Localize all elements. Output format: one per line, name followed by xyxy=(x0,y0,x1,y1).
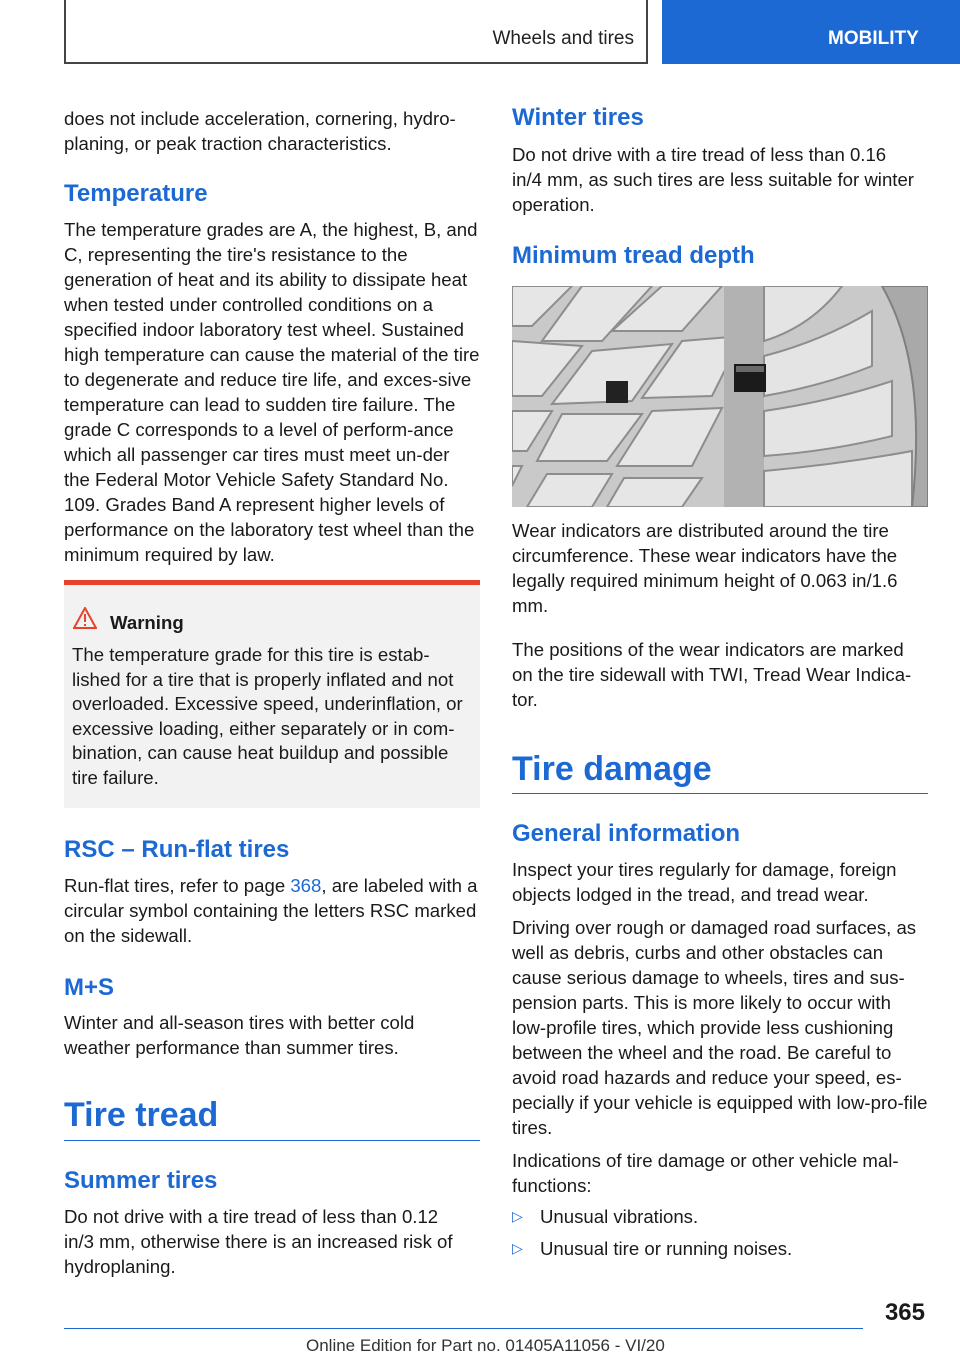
warning-text: The temperature grade for this tire is estab-lished for a tire that is properly inflated and not overloaded. Excessive speed, underinflation, or excessive loading, either separately or in com-bination, can cause heat buildup and possible tire failure. xyxy=(72,644,463,788)
intro-paragraph: does not include acceleration, cornering, hydro-planing, or peak traction characteristics. xyxy=(64,108,456,154)
page-number: 365 xyxy=(884,1299,925,1326)
rsc-heading: RSC – Run-flat tires xyxy=(64,836,290,863)
ms-heading: M+S xyxy=(64,974,115,1001)
bullet-text: Unusual tire or running noises. xyxy=(540,1238,793,1259)
temperature-paragraph: The temperature grades are A, the highest, B, and C, representing the tire's resistance to the generation of heat and its ability to dissipate heat when tested under controlled conditions on a specified indoor laboratory test wheel. Sustained high temperature can cause the material of the tire to degenerate and reduce tire life, and exces-sive temperature can lead to sudden tire failure. The grade C corresponds to a level of perform-ance which all passenger car tires must meet un-der the Federal Motor Vehicle Safety Standard No. 109. Grades Band A represent higher levels of performance on the laboratory test wheel than the minimum required by law. xyxy=(64,219,480,565)
summer-tires-heading: Summer tires xyxy=(64,1167,218,1194)
driving-paragraph: Driving over rough or damaged road surfaces, as well as debris, curbs and other obstacles can cause serious damage to wheels, tires and sus-pension parts. This is more likely to occur with low-profile tires, which provide less cushioning between the wheel and the road. Be careful to avoid road hazards and reduce your speed, es-pecially if your vehicle is equipped with low-pro-file tires. xyxy=(512,917,928,1138)
bullet-text: Unusual vibrations. xyxy=(540,1206,699,1227)
edition-footer: Online Edition for Part no. 01405A11056 - VI/20 xyxy=(306,1336,665,1355)
warning-title: Warning xyxy=(110,612,184,633)
bullet-triangle-icon: ▷ xyxy=(512,1208,523,1224)
summer-tires-paragraph: Do not drive with a tire tread of less than 0.12 in/3 mm, otherwise there is an increased risk of hydroplaning. xyxy=(64,1206,453,1277)
damage-heading-rule xyxy=(512,793,928,794)
winter-tires-paragraph: Do not drive with a tire tread of less than 0.16 in/4 mm, as such tires are less suitable for winter operation. xyxy=(512,144,914,215)
wear-indicator-paragraph: Wear indicators are distributed around the tire circumference. These wear indicators have the legally required minimum height of 0.063 in/1.6 mm. xyxy=(512,520,898,616)
tread-wear-indicator-image xyxy=(512,286,928,507)
general-info-paragraph: Inspect your tires regularly for damage, foreign objects lodged in the tread, and tread wear. xyxy=(512,859,897,905)
indications-paragraph: Indications of tire damage or other vehicle mal-functions: xyxy=(512,1150,899,1196)
mobility-tab[interactable]: MOBILITY xyxy=(662,0,960,64)
warning-box xyxy=(64,580,480,808)
rsc-text-end: , are labeled with a circular symbol containing the letters RSC marked on the sidewall. xyxy=(64,875,478,946)
ms-paragraph: Winter and all-season tires with better cold weather performance than summer tires. xyxy=(64,1012,415,1058)
warning-triangle-icon xyxy=(73,607,97,634)
section-title: Wheels and tires xyxy=(492,28,634,49)
general-info-heading: General information xyxy=(512,820,741,847)
winter-tires-heading: Winter tires xyxy=(512,104,644,131)
tread-heading-rule xyxy=(64,1140,480,1141)
page-link-368[interactable]: 368 xyxy=(290,875,322,896)
tire-damage-heading: Tire damage xyxy=(512,750,712,788)
rsc-text-start: Run-flat tires, refer to page xyxy=(64,875,291,896)
temperature-heading: Temperature xyxy=(64,180,208,207)
rsc-paragraph xyxy=(64,873,480,948)
footer-rule xyxy=(64,1328,863,1329)
bullet-triangle-icon: ▷ xyxy=(512,1240,523,1256)
min-tread-heading: Minimum tread depth xyxy=(512,242,755,269)
twi-paragraph: The positions of the wear indicators are marked on the tire sidewall with TWI, Tread Wear Indica-tor. xyxy=(512,639,912,710)
tire-tread-heading: Tire tread xyxy=(64,1096,219,1134)
